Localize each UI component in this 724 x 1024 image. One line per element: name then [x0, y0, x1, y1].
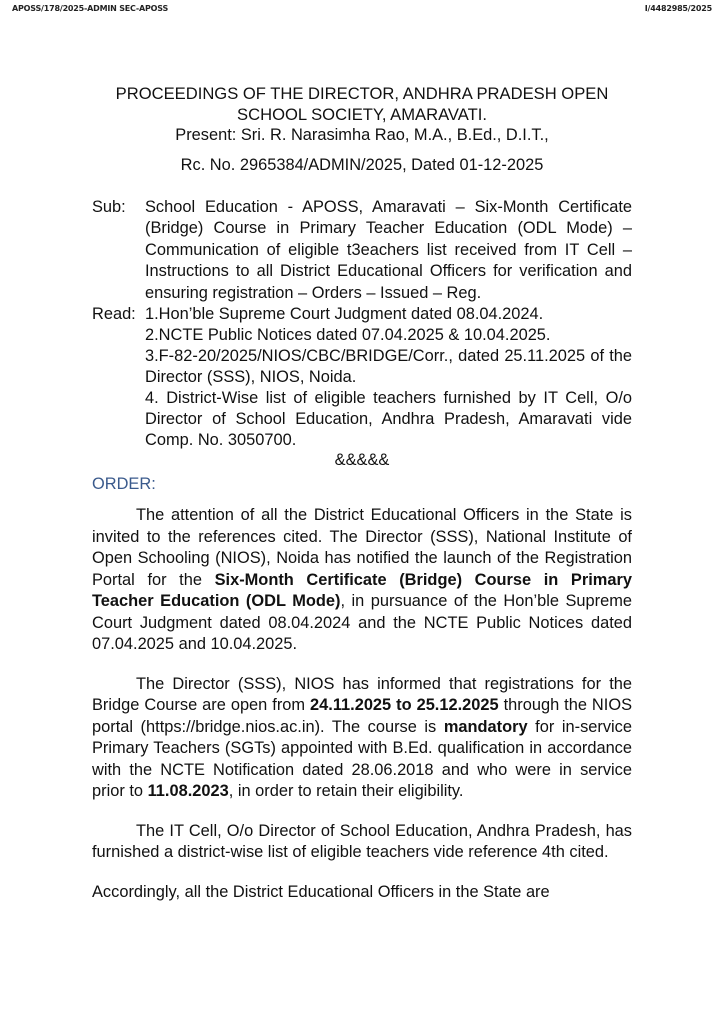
- order-paragraph-2: [92, 674, 632, 803]
- bold-course-name: Six-Month Certificate (Bridge) Course in Primary Teacher Education (ODL Mode): [92, 570, 632, 611]
- bold-mandatory: mandatory: [443, 717, 528, 736]
- subject-text: School Education - APOSS, Amaravati – Six-Month Certificate (Bridge) Course in Primary Teacher Education (ODL Mode) – Communication of eligible t3eachers list received from IT Cell – Instructions to all District Educational Officers for verification and ensuring registration – Orders – Issued – Reg.: [145, 197, 632, 302]
- proceedings-title: [92, 83, 632, 125]
- text-run: The Director (SSS), NIOS has informed that registrations for the Bridge Course are open from: [92, 674, 632, 715]
- document-page: [92, 83, 632, 903]
- text-run: , in order to retain their eligibility.: [228, 782, 464, 801]
- references-block: [92, 304, 632, 451]
- bold-cutoff-date: 11.08.2023: [147, 782, 229, 801]
- separator: &&&&&: [334, 451, 390, 470]
- references-list: [138, 304, 632, 451]
- order-paragraph-1: [92, 505, 632, 656]
- present-officer: Present: Sri. R. Narasimha Rao, M.A., B.Ed., D.I.T.,: [175, 126, 549, 144]
- file-reference-header: APOSS/178/2025-ADMIN SEC-APOSS: [12, 4, 169, 13]
- order-paragraph-3: The IT Cell, O/o Director of School Education, Andhra Pradesh, has furnished a district-wise list of eligible teachers vide reference 4th cited.: [92, 821, 632, 862]
- text-run: , in pursuance of the Hon’ble Supreme Court Judgment dated 08.04.2024 and the NCTE Public Notices dated 07.04.2025 and 10.04.2025.: [92, 592, 632, 654]
- title-line-2: SCHOOL SOCIETY, AMARAVATI.: [237, 105, 487, 124]
- subject-block: [92, 197, 632, 305]
- title-line-1: PROCEEDINGS OF THE DIRECTOR, ANDHRA PRADESH OPEN: [115, 84, 609, 103]
- read-label: Read:: [92, 305, 136, 324]
- reference-item: 3.F-82-20/2025/NIOS/CBC/BRIDGE/Corr., dated 25.11.2025 of the Director (SSS), NIOS, Noida.: [145, 347, 632, 387]
- subject-label: Sub:: [92, 197, 126, 216]
- text-run: through the NIOS portal (https://bridge.nios.ac.in). The course is: [92, 696, 632, 736]
- reference-item: 1.Hon’ble Supreme Court Judgment dated 08.04.2024.: [145, 305, 544, 324]
- bold-registration-dates: 24.11.2025 to 25.12.2025: [310, 696, 499, 715]
- text-run: for in-service Primary Teachers (SGTs) appointed with B.Ed. qualification in accordance with the NCTE Notification dated 28.06.2018 and who were in service prior to: [92, 717, 632, 801]
- order-heading: ORDER:: [92, 475, 156, 494]
- reference-item: 4. District-Wise list of eligible teachers furnished by IT Cell, O/o Director of School Education, Andhra Pradesh, Amaravati vide Comp. No. 3050700.: [145, 389, 632, 450]
- rc-number: Rc. No. 2965384/ADMIN/2025, Dated 01-12-2025: [180, 156, 544, 174]
- inward-number-header: I/4482985/2025: [644, 4, 712, 13]
- order-paragraph-4: Accordingly, all the District Educational Officers in the State are: [92, 882, 550, 901]
- text-run: The attention of all the District Educational Officers in the State is invited to the references cited. The Director (SSS), National Institute of Open Schooling (NIOS), Noida has notified the launch of the Registration Portal for the: [92, 506, 632, 589]
- reference-item: 2.NCTE Public Notices dated 07.04.2025 & 10.04.2025.: [145, 326, 551, 345]
